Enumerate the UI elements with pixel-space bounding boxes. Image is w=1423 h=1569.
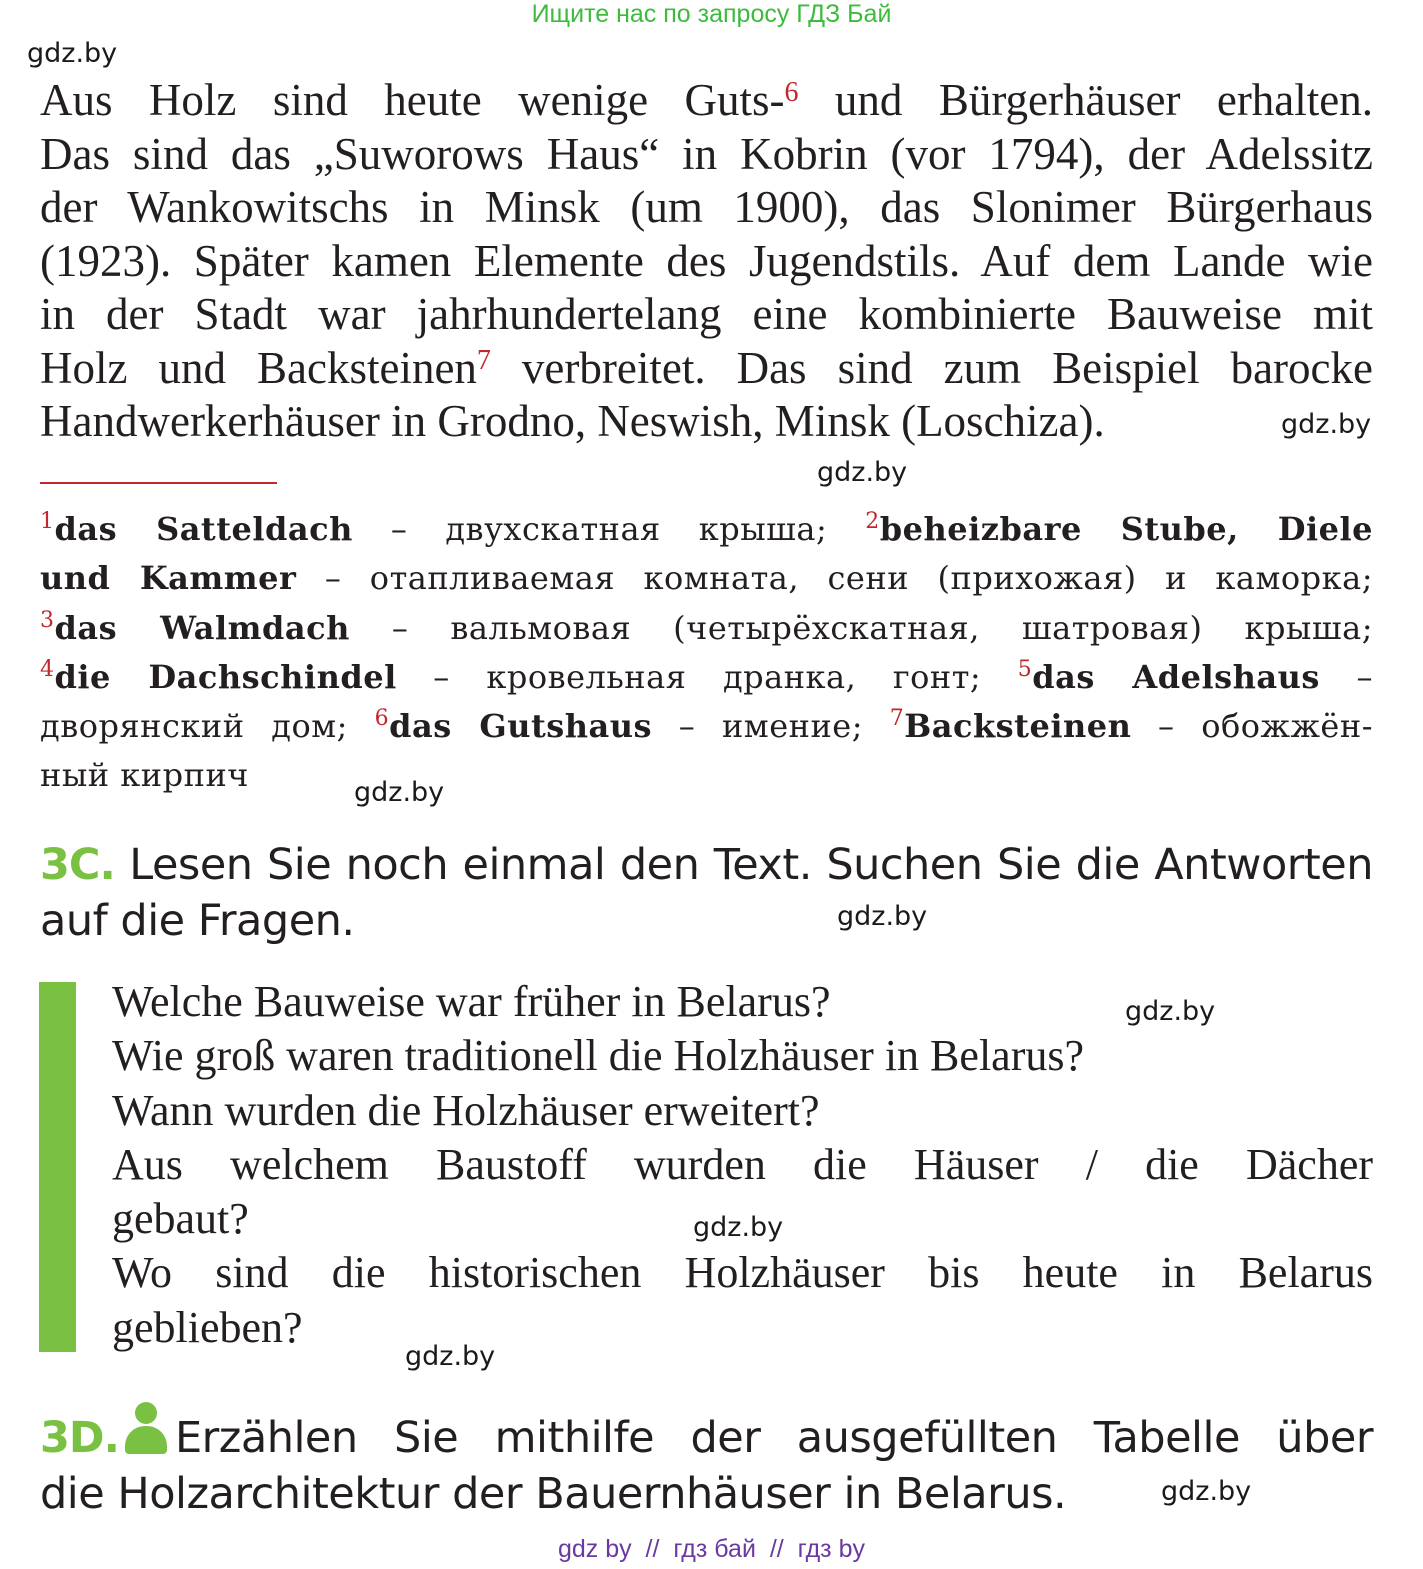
glossary-term: beheizbare Stube, Diele (879, 510, 1374, 548)
task-3c (40, 837, 1373, 949)
task-line (40, 1402, 1373, 1466)
question-item: Wann wurden die Holzhäuser erweitert? (112, 1085, 820, 1135)
question-item: Wo sind die historischen Holzhäuser bis heute in Belarus (112, 1248, 1373, 1298)
paragraph-text: und Bürgerhäuser erhalten. (798, 75, 1374, 125)
task-line: auf die Fragen. (40, 896, 355, 946)
footnote-number: 2 (865, 509, 880, 534)
glossary-line (40, 505, 1373, 554)
glossary-line (40, 653, 1373, 702)
question-item: gebaut? (112, 1194, 249, 1244)
footnote-divider (40, 482, 277, 484)
question-item: Aus welchem Baustoff wurden die Häuser / die Dächer (112, 1139, 1373, 1189)
glossary-line (40, 702, 1373, 751)
footnote-number: 7 (889, 706, 905, 732)
glossary-line (40, 554, 1373, 603)
glossary-term: die Dachschindel (54, 657, 397, 696)
person-icon (123, 1402, 169, 1456)
glossary-definition: – имение; (652, 707, 890, 746)
watermark: gdz.by (354, 777, 445, 808)
paragraph-line: Das sind das „Suworows Haus“ in Kobrin (vor 1794), der Adelssitz (40, 128, 1373, 179)
glossary-term: das Walmdach (54, 608, 350, 647)
glossary (40, 505, 1373, 801)
footnote-ref: 7 (476, 344, 491, 376)
task-line (40, 837, 1373, 893)
footnote-number: 1 (40, 509, 55, 534)
glossary-definition: – кровельная дранка, гонт; (396, 657, 1018, 696)
paragraph-text: Holz und Backsteinen (40, 342, 477, 393)
main-paragraph (40, 74, 1373, 449)
watermark: gdz.by (837, 901, 928, 932)
glossary-term: Backsteinen (904, 707, 1132, 746)
watermark: gdz.by (27, 38, 118, 69)
watermark: gdz.by (405, 1341, 496, 1372)
glossary-line (40, 604, 1373, 653)
glossary-term: das Gutshaus (389, 707, 653, 746)
glossary-definition: – вальмовая (четырёхскатная, шатровая) крыша; (349, 608, 1374, 647)
paragraph-text: verbreitet. Das sind zum Beispiel barocke (490, 342, 1373, 393)
footnote-number: 4 (40, 656, 55, 682)
footnote-number: 3 (40, 607, 55, 633)
glossary-term: das Adelshaus (1032, 657, 1320, 696)
glossary-term: und Kammer (40, 559, 297, 598)
footnote-ref: 6 (784, 77, 799, 108)
paragraph-text: Aus Holz sind heute wenige Guts- (40, 75, 785, 125)
bottom-banner: gdz by // гдз бай // гдз by (557, 1535, 865, 1563)
footnote-number: 6 (374, 706, 390, 732)
paragraph-line (40, 74, 1373, 128)
watermark: gdz.by (1281, 409, 1372, 440)
glossary-definition: – обожжён- (1131, 707, 1374, 746)
task-number: 3D. (40, 1413, 119, 1463)
task-text: Erzählen Sie mithilfe der ausgefüllten Tabelle über (174, 1413, 1373, 1463)
task-number: 3C. (40, 840, 115, 890)
glossary-definition: дворянский дом; (40, 707, 375, 746)
watermark: gdz.by (1161, 1476, 1252, 1507)
paragraph-line: (1923). Später kamen Elemente des Jugendstils. Auf dem Lande wie (40, 235, 1373, 286)
paragraph-line (40, 342, 1373, 396)
glossary-term: das Satteldach (54, 510, 353, 548)
glossary-definition: – двухскатная крыша; (352, 510, 866, 548)
task-text: Lesen Sie noch einmal den Text. Suchen Sie die Antworten (114, 840, 1373, 890)
watermark: gdz.by (1125, 996, 1216, 1027)
question-item: Wie groß waren traditionell die Holzhäuser in Belarus? (112, 1031, 1084, 1081)
footnote-number: 5 (1017, 656, 1033, 682)
glossary-definition: – отапливаемая комната, сени (прихожая) и каморка; (296, 559, 1374, 598)
glossary-definition: – (1319, 657, 1374, 696)
question-list (112, 975, 1373, 1355)
task-line: die Holzarchitektur der Bauernhäuser in Belarus. (40, 1469, 1067, 1519)
question-item: geblieben? (112, 1302, 303, 1352)
questions-accent-bar (39, 982, 76, 1352)
glossary-line: ный кирпич (40, 756, 249, 795)
paragraph-line: in der Stadt war jahrhundertelang eine kombinierte Bauweise mit (40, 289, 1373, 339)
top-banner: Ищите нас по запросу ГДЗ Бай (531, 0, 892, 28)
watermark: gdz.by (817, 457, 908, 488)
paragraph-line: der Wankowitschs in Minsk (um 1900), das Slonimer Bürgerhaus (40, 182, 1373, 232)
paragraph-line: Handwerkerhäuser in Grodno, Neswish, Minsk (Loschiza). (40, 396, 1105, 446)
question-item: Welche Bauweise war früher in Belarus? (112, 977, 831, 1026)
watermark: gdz.by (693, 1212, 784, 1243)
